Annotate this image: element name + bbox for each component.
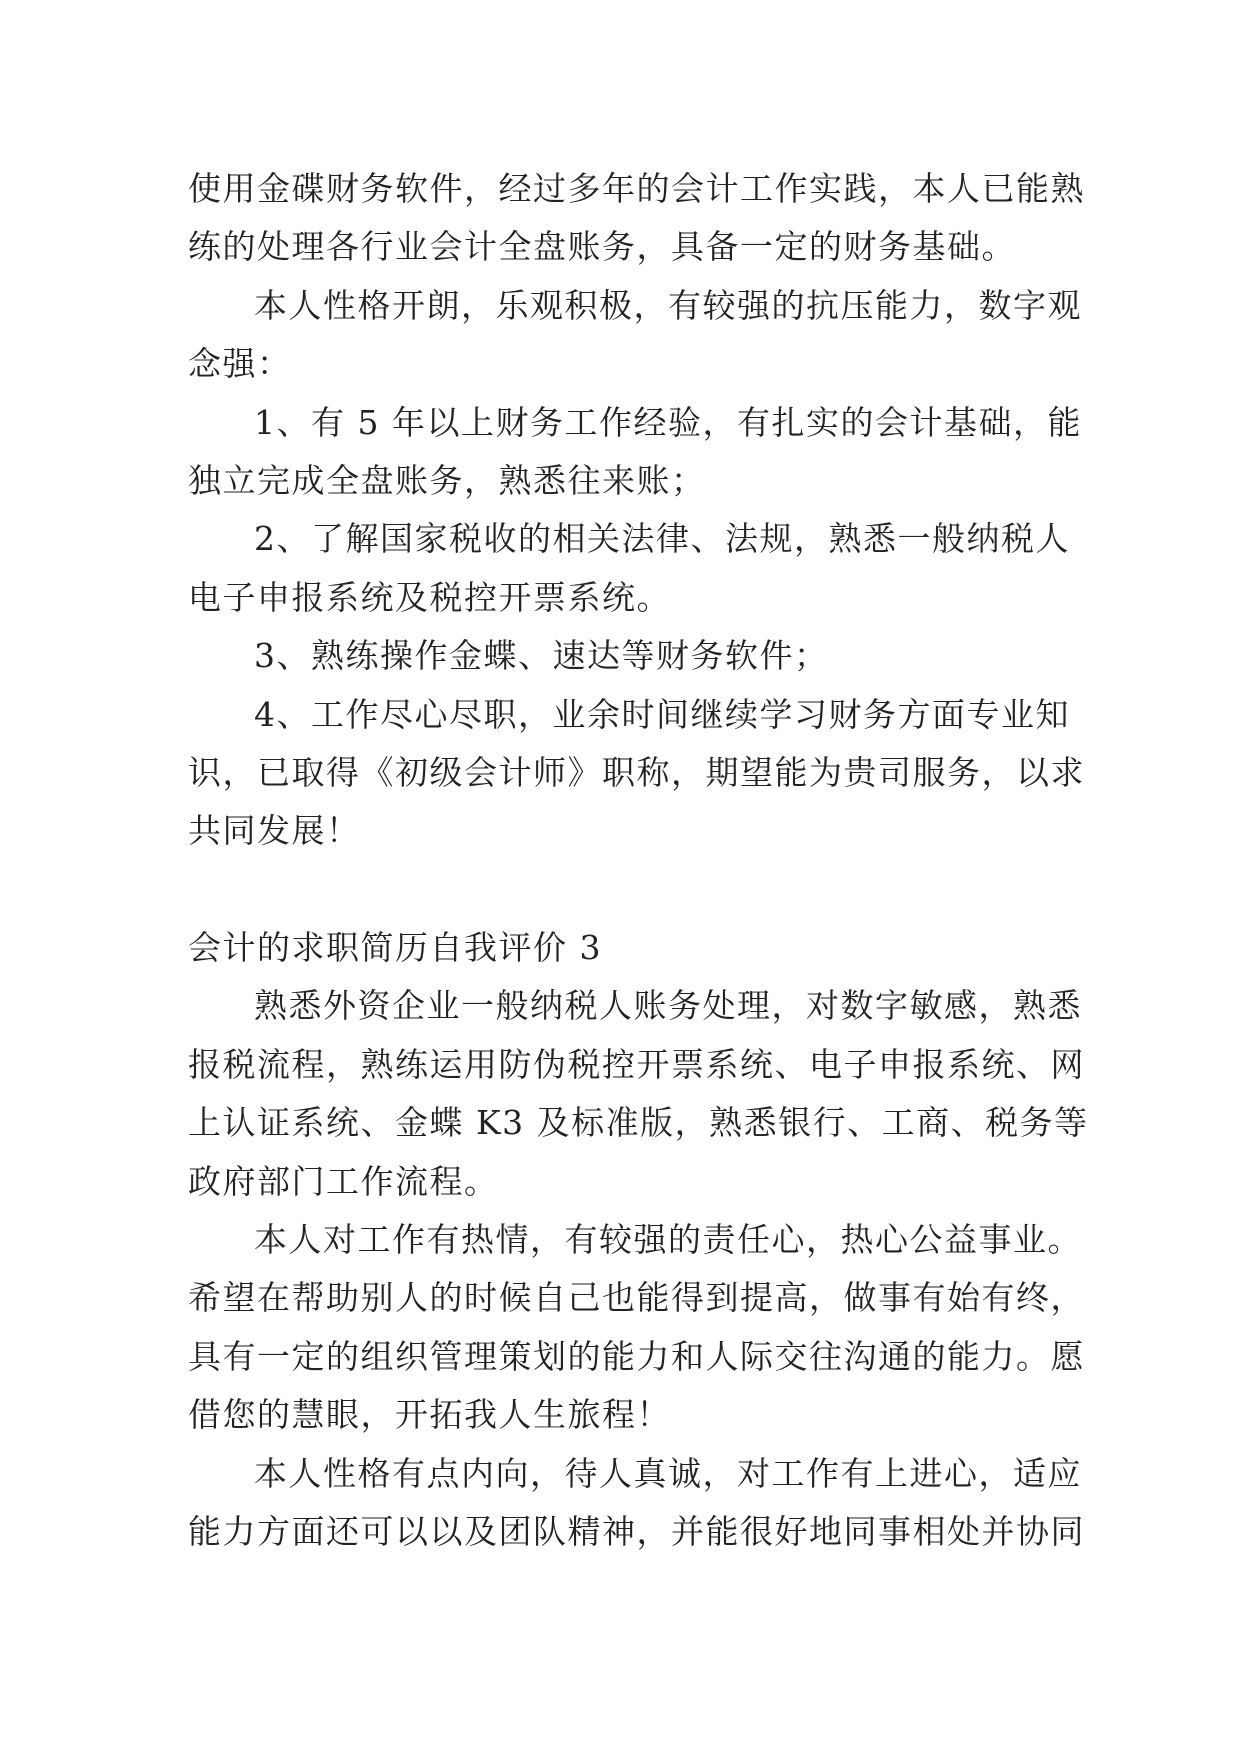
section-gap — [188, 861, 1058, 919]
text-line: 报税流程，熟练运用防伪税控开票系统、电子申报系统、网 — [188, 1044, 1085, 1084]
paragraph-software-experience — [188, 160, 1085, 277]
text-line: 政府部门工作流程。 — [188, 1161, 499, 1201]
list-item-1 — [188, 394, 1082, 511]
text-line: 共同发展！ — [188, 811, 361, 851]
text-line: 4、工作尽心尽职，业余时间继续学习财务方面专业知 — [254, 694, 1070, 734]
text-line: 本人性格有点内向，待人真诚，对工作有上进心，适应 — [254, 1453, 1082, 1493]
text-line: 本人对工作有热情，有较强的责任心，热心公益事业。 — [254, 1220, 1082, 1260]
text-line: 电子申报系统及税控开票系统。 — [188, 577, 671, 617]
text-line: 2、了解国家税收的相关法律、法规，熟悉一般纳税人 — [254, 519, 1070, 559]
text-line: 练的处理各行业会计全盘账务，具备一定的财务基础。 — [188, 227, 1016, 267]
list-item-4 — [188, 686, 1085, 861]
paragraph-personality — [188, 277, 1082, 394]
text-line: 具有一定的组织管理策划的能力和人际交往沟通的能力。愿 — [188, 1336, 1085, 1376]
text-line: 使用金碟财务软件，经过多年的会计工作实践，本人已能熟 — [188, 169, 1085, 208]
text-line: 熟悉外资企业一般纳税人账务处理，对数字敏感，熟悉 — [254, 986, 1082, 1026]
text-line: 识，已取得《初级会计师》职称，期望能为贵司服务，以求 — [188, 752, 1085, 792]
text-line: 借您的慧眼，开拓我人生旅程！ — [188, 1395, 671, 1435]
text-line: 希望在帮助别人的时候自己也能得到提高，做事有始有终， — [188, 1278, 1085, 1318]
paragraph-attitude — [188, 1211, 1085, 1445]
text-line: 1、有 5 年以上财务工作经验，有扎实的会计基础，能 — [254, 402, 1082, 442]
text-line: 独立完成全盘账务，熟悉往来账； — [188, 460, 706, 500]
section-heading: 会计的求职简历自我评价 3 — [188, 928, 602, 968]
list-item-2 — [188, 510, 1070, 627]
document-body — [188, 160, 1089, 1561]
text-line: 能力方面还可以以及团队精神，并能很好地同事相处并协同 — [188, 1511, 1085, 1551]
text-line: 上认证系统、金蝶 K3 及标准版，熟悉银行、工商、税务等 — [188, 1103, 1089, 1143]
paragraph-skills — [188, 977, 1089, 1211]
list-item-3 — [188, 627, 1058, 685]
paragraph-character — [188, 1445, 1085, 1562]
text-line: 本人性格开朗，乐观积极，有较强的抗压能力，数字观 — [254, 285, 1082, 325]
text-line: 3、熟练操作金蝶、速达等财务软件； — [254, 636, 829, 676]
text-line: 念强： — [188, 344, 292, 384]
